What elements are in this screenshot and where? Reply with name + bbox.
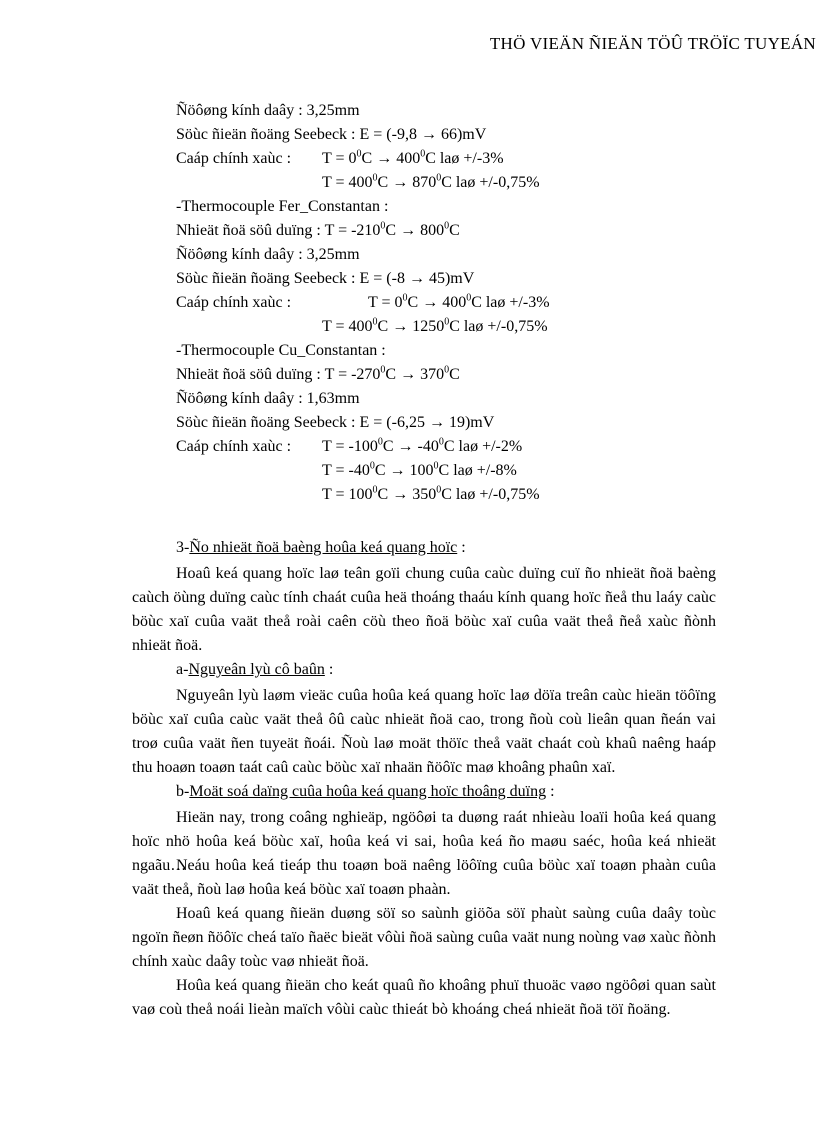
subsection-number: a- <box>176 661 189 678</box>
paragraph: Hieän nay, trong coâng nghieäp, ngöôøi ta duøng raát nhieàu loaïi hoûa keá quang hoïc nhö hoûa keá böùc xaï, hoûa keá vi sai, hoûa keá ño maøu saéc, hoûa keá nhieät ngaãu… <box>132 809 716 874</box>
thermocouple-title: -Thermocouple Fer_Constantan : <box>176 198 389 215</box>
spec-diameter: Ñöôøng kính daây : 3,25mm <box>176 246 360 263</box>
spec-accuracy-label: Caáp chính xaùc : <box>176 150 292 167</box>
spec-accuracy-range: $T = 0^0C \to 400^0C$ laø +/-3% <box>322 148 504 167</box>
thermocouple-title: -Thermocouple Cu_Constantan : <box>176 342 386 359</box>
spec-accuracy-range: $T = 0^0C \to 400^0C$ laø +/-3% <box>368 292 550 311</box>
spec-accuracy-range: $T = 400^0C \to 870^0C$ laø +/-0,75% <box>322 172 540 191</box>
paragraph: Hoûa keá quang ñieän cho keát quaû ño khoâng phuï thuoäc vaøo ngöôøi quan saùt vaø coù theå noái lieàn maïch vôùi caùc thieát bò khoáng cheá nhieät ñoä töï ñoäng. <box>132 977 716 1018</box>
spec-temperature: Nhieät ñoä söû duïng : $T = -210^0C \to 800^0C$ <box>176 220 460 239</box>
spec-accuracy-range: $T = 100^0C \to 350^0C$ laø +/-0,75% <box>322 484 540 503</box>
section-number: 3- <box>176 539 190 556</box>
paragraph: Hoaû keá quang ñieän duøng söï so saùnh giöõa söï phaùt saùng cuûa daây toùc ngoïn ñeøn ñöôïc cheá taïo ñaëc bieät vôùi ñoä saùng cuûa vaät nung noùng vaø xaùc ñònh chính xaùc daây toùc vaø nhieät ñoä. <box>132 905 716 970</box>
spec-seebeck: Söùc ñieän ñoäng Seebeck : E = (-8 → 45)mV <box>176 270 475 287</box>
spec-accuracy-label: Caáp chính xaùc : <box>176 294 292 311</box>
subsection-title: Moät soá daïng cuûa hoûa keá quang hoïc thoâng duïng <box>189 783 547 800</box>
subsection-heading: a-Nguyeân lyù cô baûn : <box>176 661 334 678</box>
section-heading: 3-Ño nhieät ñoä baèng hoûa keá quang hoïc : <box>176 539 466 556</box>
spec-seebeck: Söùc ñieän ñoäng Seebeck : E = (-6,25 → 19)mV <box>176 414 495 431</box>
section-title: Ño nhieät ñoä baèng hoûa keá quang hoïc <box>189 539 458 556</box>
subsection-heading: b-Moät soá daïng cuûa hoûa keá quang hoïc thoâng duïng : <box>176 783 555 800</box>
subsection-title: Nguyeân lyù cô baûn <box>188 661 325 678</box>
spec-diameter: Ñöôøng kính daây : 3,25mm <box>176 102 360 119</box>
spec-accuracy-range: $T = -100^0C \to -40^0C$ laø +/-2% <box>322 436 523 455</box>
paragraph: Hoaû keá quang hoïc laø teân goïi chung cuûa caùc duïng cuï ño nhieät ñoä baèng caùch öùng duïng caùc tính chaát cuûa heä thoáng thaáu kính quang hoïc ñeå thu laáy caùc böùc xaï cuûa vaät theå roài caên cöù theo ñoä böùc xaï cuûa vaät theå ñeå xaùc ñònh nhieät ñoä. <box>132 565 716 654</box>
subsection-number: b- <box>176 783 190 800</box>
spec-diameter: Ñöôøng kính daây : 1,63mm <box>176 390 360 407</box>
spec-seebeck: Söùc ñieän ñoäng Seebeck : E = (-9,8 → 66)mV <box>176 126 487 143</box>
spec-temperature: Nhieät ñoä söû duïng : $T = -270^0C \to 370^0C$ <box>176 364 460 383</box>
spec-accuracy-range: $T = -40^0C \to 100^0C$ laø +/-8% <box>322 460 517 479</box>
paragraph: Neáu hoûa keá tieáp thu toaøn boä naêng löôïng cuûa böùc xaï toaøn phaàn cuûa vaät theå, ñoù laø hoûa keá böùc xaï toaøn phaàn. <box>132 857 716 898</box>
page-header: THÖ VIEÄN ÑIEÄN TÖÛ TRÖÏC TUYEÁN <box>489 34 816 53</box>
spec-accuracy-label: Caáp chính xaùc : <box>176 438 292 455</box>
spec-accuracy-range: $T = 400^0C \to 1250^0C$ laø +/-0,75% <box>322 316 548 335</box>
paragraph: Nguyeân lyù laøm vieäc cuûa hoûa keá quang hoïc laø döïa treân caùc hieän töôïng böùc xaï cuûa caùc vaät theå ôû caùc nhieät ñoä cao, trong ñoù coù lieân quan ñeán vai troø cuûa vaät ñen tuyeät ñoái. Ñoù laø moät thöïc theå vaät chaát coù khaû naêng haáp thu hoaøn toaøn taát caû caùc böùc xaï nhaän ñöôïc maø khoâng phaûn xaï. <box>132 687 716 776</box>
